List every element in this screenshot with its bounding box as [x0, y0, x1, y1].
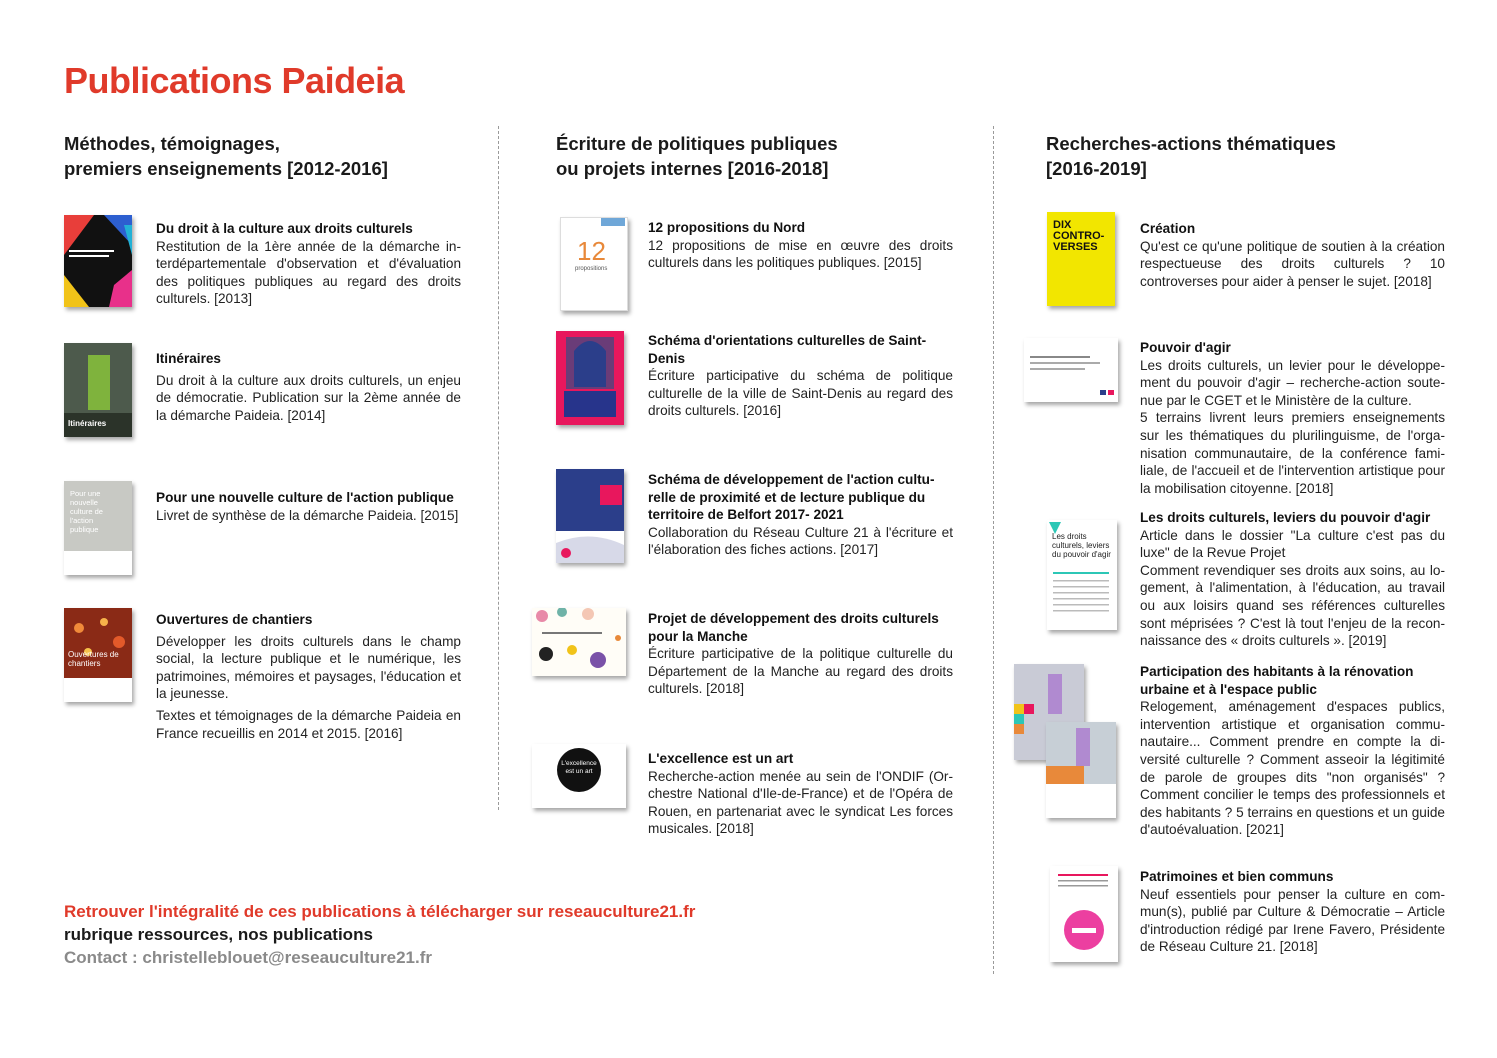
publication-description: 5 terrains livrent leurs premiers enseignements sur les thématiques du plurilinguisme, de l'organisation communautaire, de la conférence familiale, de l'accueil et de l'intervention artistique pour la mobilisation citoyenne. [2018]	[1140, 410, 1445, 496]
publication-description: Les droits culturels, un levier pour le développement du pouvoir d'agir – recherche-action soutenue par le CGET et le Ministère de la culture.	[1140, 357, 1445, 408]
publication-entry	[156, 350, 461, 424]
footer-download-link[interactable]: Retrouver l'intégralité de ces publications à télécharger sur reseauculture21.fr	[64, 902, 696, 921]
publication-title[interactable]: Création	[1140, 221, 1196, 236]
publication-entry	[156, 611, 461, 742]
cover-subtitle: propositions	[575, 266, 608, 272]
cover-excellence[interactable]	[532, 744, 626, 808]
publication-description: Restitution de la 1ère année de la démarche interdépartementale d'observation et d'évaluation des politiques publiques au regard des droits culturels. [2013]	[156, 238, 461, 307]
publication-title[interactable]: Pouvoir d'agir	[1140, 340, 1231, 355]
publication-entry	[648, 471, 953, 559]
column-heading-line: Recherches-actions thématiques	[1046, 133, 1336, 154]
cover-la-manche[interactable]	[532, 608, 626, 676]
publication-title[interactable]: Schéma de développement de l'action culturelle de proximité et de lecture publique du territoire de Belfort 2017- 2021	[648, 472, 935, 523]
publication-title[interactable]: Projet de développement des droits culturels pour la Manche	[648, 611, 939, 644]
cover-title: Ouvertures de chantiers	[68, 650, 119, 668]
cover-ouvertures[interactable]	[64, 608, 132, 702]
cover-belfort[interactable]	[556, 469, 624, 563]
publication-description: Collaboration du Réseau Culture 21 à l'écriture et l'élaboration des fiches actions. [2017]	[648, 524, 953, 558]
column-heading-ecriture	[556, 131, 838, 181]
cover-saint-denis[interactable]	[556, 331, 624, 425]
publication-description: Relogement, aménagement d'espaces publics, intervention artistique et organisation communautaire... Comment prendre en compte la diversité culturelle ? Comment asseoir la légitimité de parole de groupes dits "non organisés" ? Comment concilier le temps des professionnels et des habitants ? 5 terrains en questions et un guide d'autoévaluation. [2021]	[1140, 699, 1445, 838]
publication-entry	[1140, 220, 1445, 290]
cover-art	[64, 215, 132, 307]
cover-title: Les droits culturels, leviers du pouvoir d'agir	[1052, 532, 1111, 559]
publication-description: Du droit à la culture aux droits culturels, un enjeu de démocratie. Publication sur la 2ème année de la démarche Paideia. [2014]	[156, 372, 461, 423]
cover-renovation-2[interactable]	[1046, 722, 1116, 818]
column-divider	[498, 126, 499, 810]
cover-title: L'excellence est un art	[561, 760, 597, 775]
cover-patrimoines[interactable]	[1050, 866, 1118, 962]
publication-description: Recherche-action menée au sein de l'ONDIF (Orchestre National d'Ile-de-France) et de l'Opéra de Rouen, en partenariat avec le syndicat Les forces musicales. [2018]	[648, 768, 953, 837]
publication-description: Article dans le dossier "La culture c'est pas du luxe" de la Revue Projet	[1140, 527, 1445, 561]
publication-entry	[156, 489, 461, 524]
publication-description: Développer les droits culturels dans le champ social, la lecture publique et le numérique, les patrimoines, mémoires et paysages, l'éducation et la jeunesse.	[156, 633, 461, 702]
publication-title[interactable]: 12 propositions du Nord	[648, 220, 806, 235]
publication-description: Livret de synthèse de la démarche Paideia. [2015]	[156, 507, 459, 523]
cover-title: Pour une nouvelle culture de l'action publique	[70, 489, 103, 534]
cover-art	[532, 608, 626, 676]
publication-title[interactable]: Du droit à la culture aux droits culturels	[156, 221, 413, 236]
publication-description: Textes et témoignages de la démarche Paideia en France recueillis en 2014 et 2015. [2016]	[156, 707, 461, 741]
publication-entry	[648, 219, 953, 272]
publication-title[interactable]: Patrimoines et bien communs	[1140, 869, 1334, 884]
publication-description: Écriture participative de la politique culturelle du Département de la Manche au regard des droits culturels. [2018]	[648, 646, 953, 697]
column-heading-line: [2016-2019]	[1046, 158, 1147, 179]
cover-art	[1050, 866, 1118, 962]
publication-entry	[648, 332, 953, 420]
publication-title[interactable]: Participation des habitants à la rénovation urbaine et à l'espace public	[1140, 664, 1414, 697]
cover-12-propositions[interactable]	[560, 217, 628, 311]
cover-footer	[64, 551, 132, 575]
column-heading-methodes	[64, 131, 388, 181]
cover-title: DIX CONTRO- VERSES	[1053, 219, 1105, 253]
cover-creation[interactable]	[1047, 212, 1115, 306]
publication-entry	[648, 750, 953, 838]
column-divider	[993, 126, 994, 974]
publication-title[interactable]: Les droits culturels, leviers du pouvoir d'agir	[1140, 510, 1431, 525]
publication-entry	[648, 610, 953, 698]
publication-title[interactable]: L'excellence est un art	[648, 751, 794, 766]
publication-title[interactable]: Itinéraires	[156, 351, 221, 366]
page-title: Publications Paideia	[64, 60, 405, 101]
cover-number: 12	[577, 236, 606, 266]
cover-art	[1024, 338, 1118, 402]
column-heading-line: premiers enseignements [2012-2016]	[64, 158, 388, 179]
footer-contact[interactable]: Contact : christelleblouet@reseauculture21.fr	[64, 948, 433, 967]
publication-entry	[156, 220, 461, 308]
cover-pouvoir-agir[interactable]	[1024, 338, 1118, 402]
publication-entry	[1140, 339, 1445, 497]
publication-description: 12 propositions de mise en œuvre des droits culturels dans les politiques publiques. [2015]	[648, 237, 953, 271]
publication-description: Écriture participative du schéma de politique culturelle de la ville de Saint-Denis au regard des droits culturels. [2016]	[648, 368, 953, 419]
column-heading-line: ou projets internes [2016-2018]	[556, 158, 829, 179]
cover-nouvelle-culture[interactable]	[64, 481, 132, 575]
cover-badge	[601, 218, 625, 226]
publication-entry	[1140, 663, 1445, 839]
cover-art	[556, 469, 624, 563]
publication-description: Neuf essentiels pour penser la culture en commun(s), publié par Culture & Démocratie – Article d'introduction rédigé par Irene Favero, Présidente de Réseau Culture 21. [2018]	[1140, 886, 1445, 955]
cover-art	[556, 331, 624, 425]
publication-title[interactable]: Pour une nouvelle culture de l'action publique	[156, 490, 454, 505]
publication-title[interactable]: Schéma d'orientations culturelles de Saint-Denis	[648, 333, 927, 366]
cover-title: Itinéraires	[68, 419, 107, 428]
column-heading-recherches	[1046, 131, 1336, 181]
publication-entry	[1140, 509, 1445, 650]
cover-art	[1046, 722, 1116, 818]
cover-du-droit-a-la-culture[interactable]	[64, 215, 132, 307]
publication-description: Comment revendiquer ses droits aux soins, au logement, à l'alimentation, à l'éducation, au travail ou aux loisirs quand ses références culturelles sont méprisées ? C'est là tout l'enjeu de la reconnaissance des « droits culturels ». [2019]	[1140, 562, 1445, 649]
publication-description: Qu'est ce qu'une politique de soutien à la création respectueuse des droits culturels ? 10 controverses pour aider à penser le sujet. [2018]	[1140, 238, 1445, 289]
cover-revue-projet[interactable]	[1047, 520, 1117, 630]
column-heading-line: Méthodes, témoignages,	[64, 133, 280, 154]
footer-section-note: rubrique ressources, nos publications	[64, 925, 373, 944]
column-heading-line: Écriture de politiques publiques	[556, 133, 838, 154]
publication-entry	[1140, 868, 1445, 956]
cover-itineraires[interactable]	[64, 343, 132, 437]
publication-title[interactable]: Ouvertures de chantiers	[156, 612, 313, 627]
